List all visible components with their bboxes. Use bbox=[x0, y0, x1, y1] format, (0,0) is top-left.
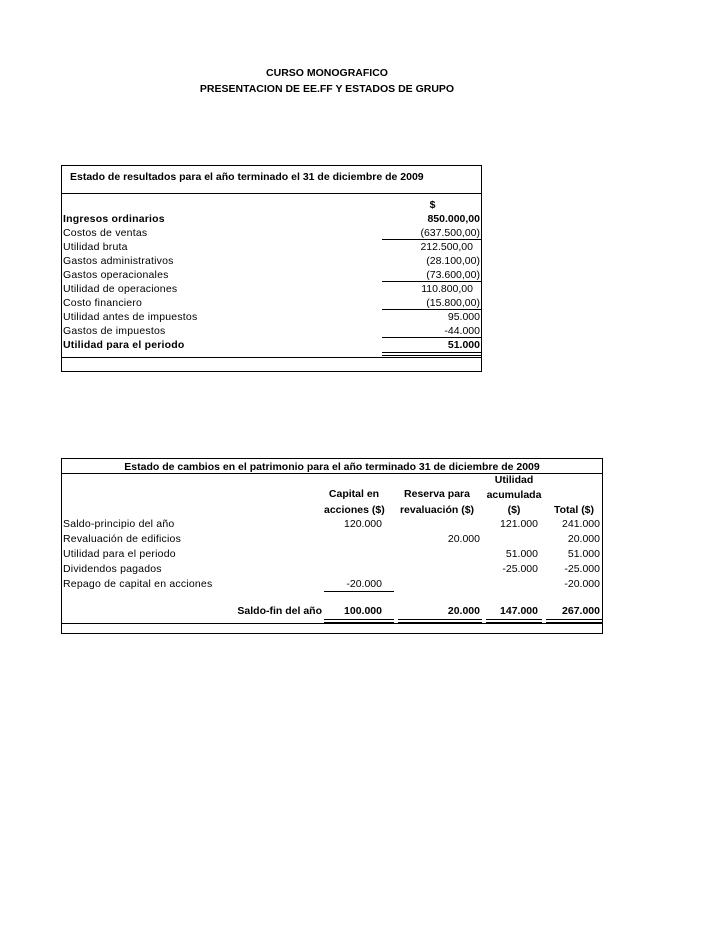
income-statement-table bbox=[61, 165, 482, 372]
row-label: Gastos de impuestos bbox=[63, 325, 166, 337]
divider bbox=[62, 193, 481, 194]
column-header-total: Total ($) bbox=[553, 504, 595, 516]
column-header-reserva: revaluación ($) bbox=[399, 504, 475, 516]
row-label: Costo financiero bbox=[63, 297, 143, 309]
row-value: (637.500,00) bbox=[420, 227, 480, 239]
cell-utilidad: 121.000 bbox=[500, 518, 538, 530]
subtotal-line bbox=[382, 309, 481, 310]
cell-reserva: 20.000 bbox=[447, 533, 480, 545]
row-label: Revaluación de edificios bbox=[63, 533, 182, 545]
row-value: 95.000 bbox=[447, 311, 480, 323]
row-label: Gastos operacionales bbox=[63, 269, 169, 281]
closing-total: 267.000 bbox=[562, 605, 600, 617]
row-value: 212.500,00 bbox=[420, 241, 473, 253]
row-label: Saldo-principio del año bbox=[63, 518, 175, 530]
currency-header-row bbox=[62, 199, 481, 213]
row-label: Utilidad antes de impuestos bbox=[63, 311, 198, 323]
divider bbox=[62, 357, 481, 358]
row-label: Repago de capital en acciones bbox=[63, 578, 213, 590]
divider bbox=[62, 623, 602, 624]
total-double-line bbox=[382, 352, 481, 356]
cell-utilidad: 51.000 bbox=[505, 548, 538, 560]
cell-utilidad: -25.000 bbox=[502, 563, 538, 575]
cell-capital: -20.000 bbox=[346, 578, 382, 590]
row-label: Utilidad para el periodo bbox=[63, 548, 176, 560]
document-subtitle: PRESENTACION DE EE.FF Y ESTADOS DE GRUPO bbox=[199, 83, 455, 95]
row-value: 110.800,00 bbox=[421, 283, 473, 295]
currency-header: $ bbox=[429, 199, 436, 211]
equity-statement-table bbox=[61, 458, 603, 634]
row-label: Gastos administrativos bbox=[63, 255, 174, 267]
table-row bbox=[62, 311, 481, 325]
column-header-capital: acciones ($) bbox=[324, 504, 385, 516]
cell-capital: 120.000 bbox=[344, 518, 382, 530]
table-row bbox=[62, 283, 481, 297]
column-header-reserva: Reserva para bbox=[404, 488, 470, 500]
row-label: Costos de ventas bbox=[63, 227, 148, 239]
row-value: (15.800,00) bbox=[426, 297, 480, 309]
table-row bbox=[62, 241, 481, 255]
table-row bbox=[62, 339, 481, 353]
subtotal-line bbox=[382, 281, 481, 282]
closing-utilidad: 147.000 bbox=[500, 605, 538, 617]
document-title: CURSO MONOGRAFICO bbox=[266, 67, 388, 79]
row-label: Dividendos pagados bbox=[63, 563, 162, 575]
income-statement-heading: Estado de resultados para el año terminado el 31 de diciembre de 2009 bbox=[70, 171, 424, 183]
cell-total: -20.000 bbox=[564, 578, 600, 590]
row-label: Ingresos ordinarios bbox=[63, 213, 165, 225]
equity-statement-heading: Estado de cambios en el patrimonio para el año terminado 31 de diciembre de 2009 bbox=[124, 461, 540, 473]
column-header-utilidad: Utilidad bbox=[494, 474, 534, 486]
cell-total: 241.000 bbox=[562, 518, 600, 530]
closing-label: Saldo-fin del año bbox=[237, 605, 322, 617]
closing-reserva: 20.000 bbox=[447, 605, 480, 617]
row-value: (28.100,00) bbox=[426, 255, 480, 267]
closing-capital: 100.000 bbox=[344, 605, 382, 617]
row-value: (73.600,00) bbox=[426, 269, 480, 281]
row-value: -44.000 bbox=[444, 325, 480, 337]
subtotal-line bbox=[324, 591, 394, 592]
table-row bbox=[62, 213, 481, 227]
cell-total: 51.000 bbox=[567, 548, 600, 560]
row-label: Utilidad para el periodo bbox=[63, 339, 185, 351]
cell-total: 20.000 bbox=[567, 533, 600, 545]
subtotal-line bbox=[382, 239, 481, 240]
row-value: 51.000 bbox=[447, 339, 480, 351]
table-row bbox=[62, 255, 481, 269]
column-header-utilidad: ($) bbox=[507, 504, 521, 516]
row-label: Utilidad bruta bbox=[63, 241, 128, 253]
column-header-utilidad: acumulada bbox=[486, 489, 542, 501]
column-header-capital: Capital en bbox=[328, 488, 380, 500]
cell-total: -25.000 bbox=[564, 563, 600, 575]
row-value: 850.000,00 bbox=[427, 213, 480, 225]
row-label: Utilidad de operaciones bbox=[63, 283, 178, 295]
subtotal-line bbox=[382, 337, 481, 338]
